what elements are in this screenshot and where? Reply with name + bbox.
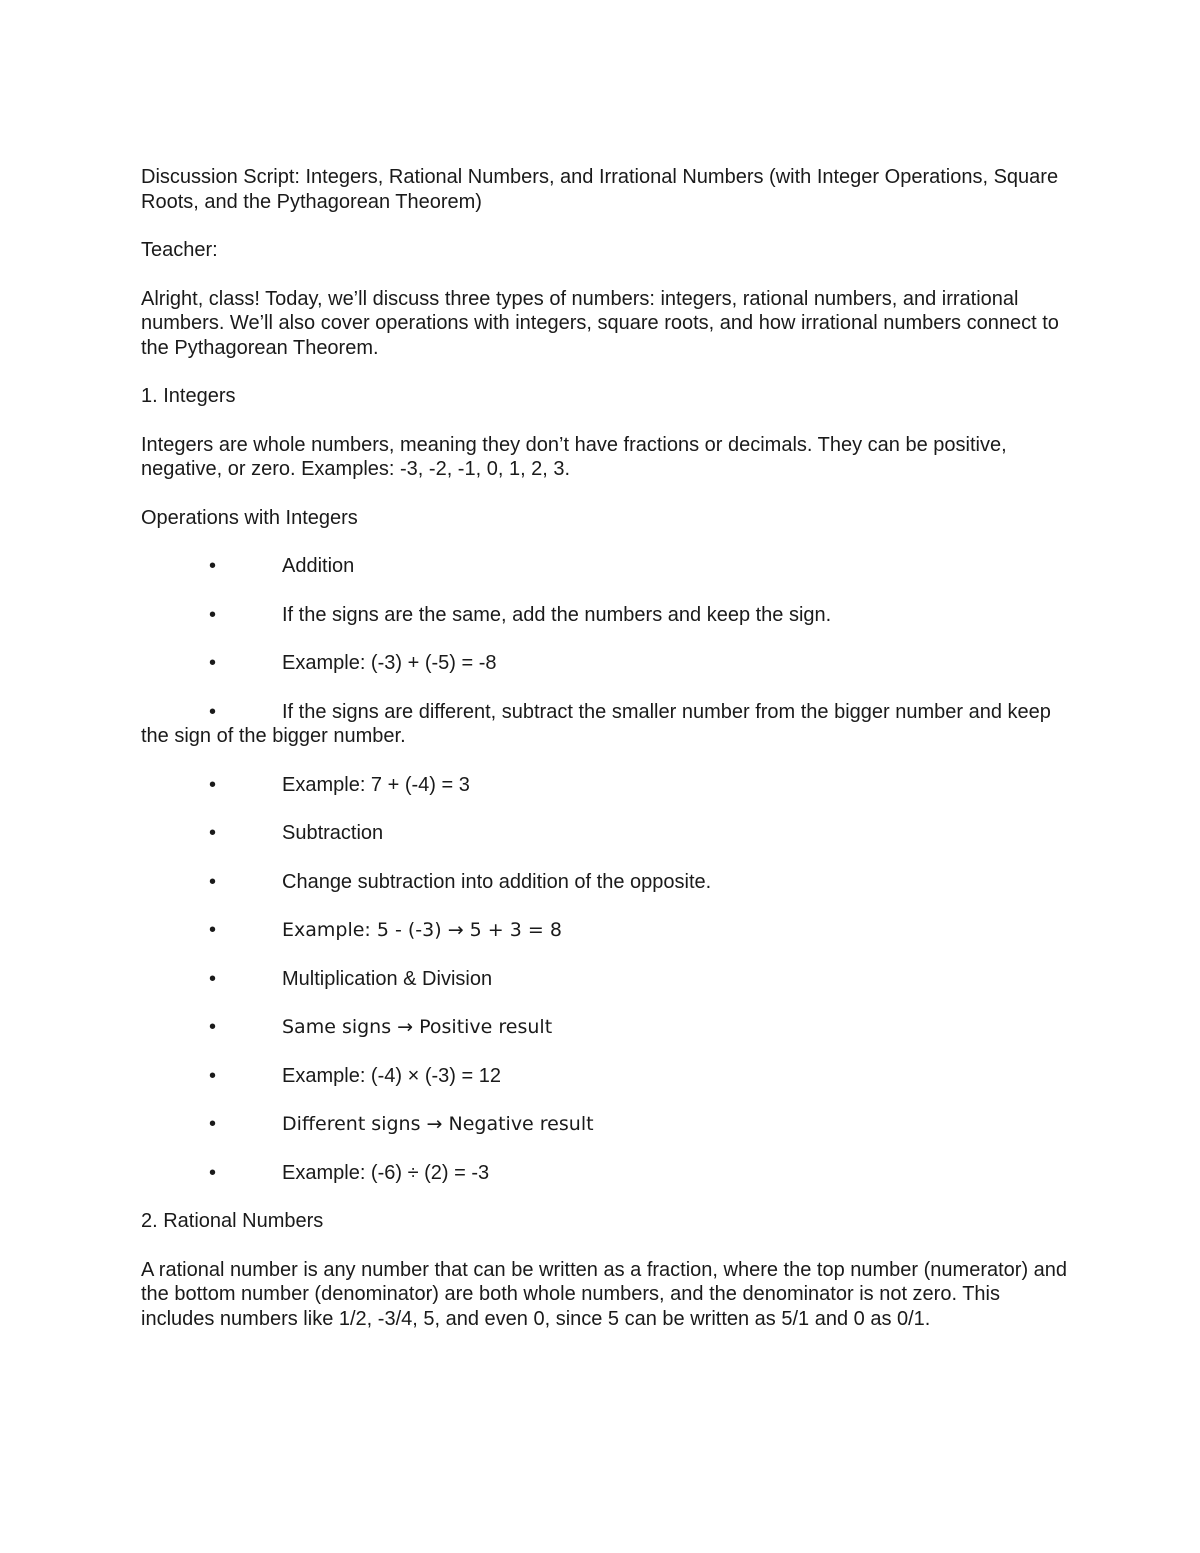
spacer <box>141 1040 1071 1064</box>
list-item-text: If the signs are the same, add the numbers and keep the sign. <box>282 603 832 626</box>
bullet-icon: • <box>209 773 217 796</box>
list-item-text: Example: 7 + (-4) = 3 <box>282 773 470 796</box>
list-item-text: Example: 5 - (-3) → 5 + 3 = 8 <box>282 919 562 941</box>
bullet-icon: • <box>209 700 217 723</box>
section-heading-rational: 2. Rational Numbers <box>141 1210 324 1232</box>
list-item-text: Different signs → Negative result <box>282 1113 594 1135</box>
list-item <box>141 1112 1071 1137</box>
spacer <box>141 409 1071 433</box>
list-item-text: Multiplication & Division <box>282 967 493 990</box>
list-item <box>141 651 1071 676</box>
list-item <box>141 700 1071 749</box>
bullet-icon: • <box>209 919 217 941</box>
spacer <box>141 943 1071 967</box>
list-item <box>141 1015 1071 1040</box>
list-item-text: Example: (-6) ÷ (2) = -3 <box>282 1161 490 1184</box>
list-item-text: If the signs are different, subtract the smaller number from the bigger number and keep the sign of the bigger number. <box>141 700 1051 747</box>
list-item-text: Example: (-4) × (-3) = 12 <box>282 1064 501 1087</box>
bullet-icon: • <box>209 1161 217 1184</box>
document-page <box>141 165 1071 1331</box>
bullet-icon: • <box>209 870 217 893</box>
spacer <box>141 627 1071 651</box>
bullet-icon: • <box>209 967 217 990</box>
spacer <box>141 214 1071 238</box>
spacer <box>141 579 1071 603</box>
bullet-icon: • <box>209 652 217 674</box>
document-title: Discussion Script: Integers, Rational Numbers, and Irrational Numbers (with Integer Operations, Square Roots, and the Pythagorean Theorem) <box>141 166 1059 213</box>
list-item <box>141 554 1071 579</box>
spacer <box>141 846 1071 870</box>
list-item-text: Addition <box>282 555 355 577</box>
operations-heading: Operations with Integers <box>141 506 358 529</box>
list-item-text: Change subtraction into addition of the opposite. <box>282 870 712 893</box>
spacer <box>141 482 1071 506</box>
integers-paragraph: Integers are whole numbers, meaning they don’t have fractions or decimals. They can be positive, negative, or zero. Examples: -3, -2, -1, 0, 1, 2, 3. <box>141 433 1007 480</box>
spacer <box>141 797 1071 821</box>
spacer <box>141 1185 1071 1209</box>
spacer <box>141 894 1071 918</box>
list-item-text: Same signs → Positive result <box>282 1016 553 1038</box>
bullet-icon: • <box>209 1113 217 1135</box>
speaker-label: Teacher: <box>141 239 218 261</box>
list-item-text: Example: (-3) + (-5) = -8 <box>282 652 497 674</box>
list-item <box>141 821 1071 846</box>
spacer <box>141 530 1071 554</box>
bullet-icon: • <box>209 1064 217 1087</box>
intro-paragraph: Alright, class! Today, we’ll discuss three types of numbers: integers, rational numbers, and irrational numbers. We’ll also cover operations with integers, square roots, and how irrational numbers connect to the Pythagorean Theorem. <box>141 287 1059 359</box>
spacer <box>141 1137 1071 1161</box>
bullet-icon: • <box>209 822 217 844</box>
list-item <box>141 967 1071 992</box>
section-heading-integers: 1. Integers <box>141 385 236 407</box>
spacer <box>141 1088 1071 1112</box>
list-item <box>141 870 1071 895</box>
spacer <box>141 263 1071 287</box>
bullet-icon: • <box>209 603 217 626</box>
spacer <box>141 676 1071 700</box>
list-item-text: Subtraction <box>282 822 384 844</box>
list-item <box>141 1064 1071 1089</box>
list-item <box>141 918 1071 943</box>
list-item <box>141 1161 1071 1186</box>
spacer <box>141 991 1071 1015</box>
list-item <box>141 773 1071 798</box>
list-item <box>141 603 1071 628</box>
rational-paragraph: A rational number is any number that can be written as a fraction, where the top number (numerator) and the bottom number (denominator) are both whole numbers, and the denominator is not zero. This includes numbers like 1/2, -3/4, 5, and even 0, since 5 can be written as 5/1 and 0 as 0/1. <box>141 1258 1068 1330</box>
spacer <box>141 360 1071 384</box>
spacer <box>141 749 1071 773</box>
bullet-icon: • <box>209 1016 217 1038</box>
spacer <box>141 1234 1071 1258</box>
bullet-icon: • <box>209 555 217 577</box>
